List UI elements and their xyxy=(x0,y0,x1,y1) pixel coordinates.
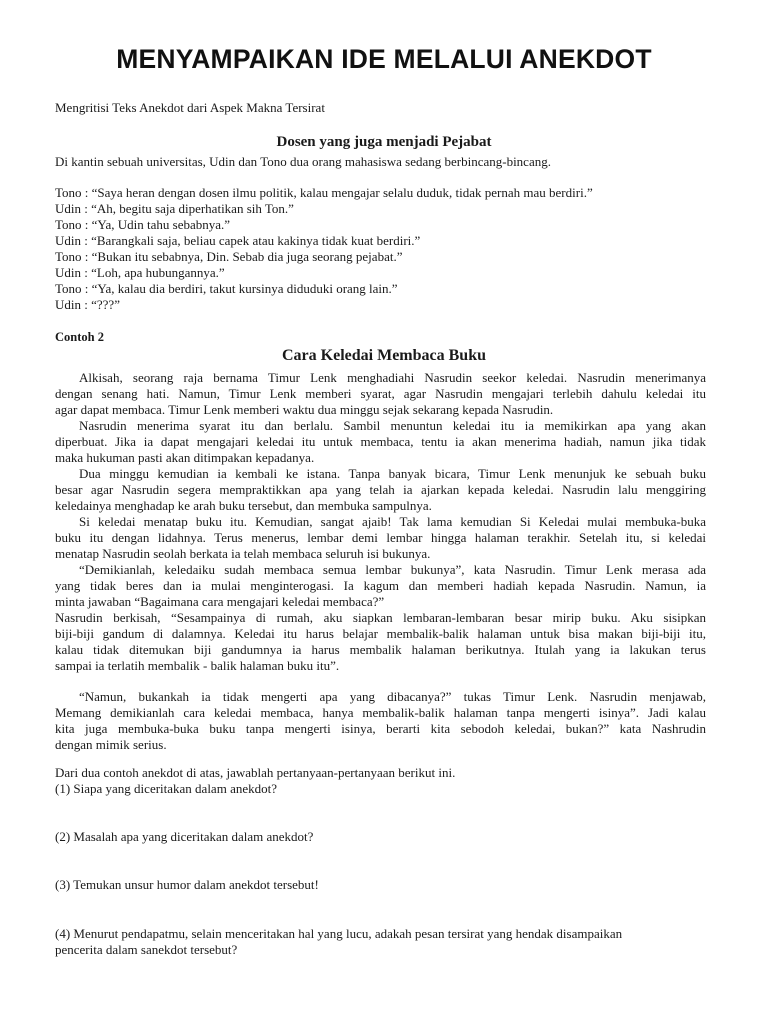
story-line: diperbuat. Jika ia dapat mengajari keledai itu untuk membaca, tentu ia akan menerima hadiah, namun jika tidak xyxy=(55,434,706,449)
dialog-line: Udin : “Ah, begitu saja diperhatikan sih Ton.” xyxy=(55,201,294,216)
story-line: kita juga membuka-buka buku tanpa mengerti isinya, berarti kita sebodoh keledai, bukan?” kata Nashrudin xyxy=(55,721,706,736)
story-line: dengan senang hati. Namun, Timur Lenk memberi syarat, agar Nasrudin mengajari terlebih dahulu keledai itu xyxy=(55,386,706,401)
question-item: pencerita dalam sanekdot tersebut? xyxy=(55,942,238,957)
story-line: Nasrudin menerima syarat itu dan berlalu. Sambil menuntun keledai itu ia memikirkan apa yang akan xyxy=(79,418,706,433)
dialog-line: Tono : “Ya, kalau dia berdiri, takut kursinya diduduki orang lain.” xyxy=(55,281,398,296)
story-line: “Demikianlah, keledaiku sudah membaca semua lembar bukunya”, kata Nasrudin. Timur Lenk merasa ada xyxy=(79,562,706,577)
story-line: menatap Nasrudin seolah berkata ia telah membaca seluruh isi bukunya. xyxy=(55,546,431,561)
story-line: dengan mimik serius. xyxy=(55,737,167,752)
story-line: besar agar Nasrudin segera mempraktikkan apa yang telah ia ajarkan kepada keledai. Nasrudin lalu menggiring xyxy=(55,482,706,497)
story-line: minta jawaban “Bagaimana cara mengajari keledai membaca?” xyxy=(55,594,385,609)
story-line: Dua minggu kemudian ia kembali ke istana. Tanpa banyak bicara, Timur Lenk menunjuk ke sebuah buku xyxy=(79,466,706,481)
story-line: Alkisah, seorang raja bernama Timur Lenk menghadiahi Nasrudin seekor keledai. Nasrudin menerimanya xyxy=(79,370,706,385)
dialog-line: Tono : “Ya, Udin tahu sebabnya.” xyxy=(55,217,231,232)
story-line: “Namun, bukankah ia tidak mengerti apa yang dibacanya?” tukas Timur Lenk. Nasrudin menjawab, xyxy=(79,689,706,704)
dialog-line: Tono : “Saya heran dengan dosen ilmu politik, kalau mengajar selalu duduk, tidak pernah mau berdiri.” xyxy=(55,185,593,200)
story-line: kalau tidak ditemukan biji gandumnya ia harus membalik halaman berikutnya. Itulah yang ia lakukan terus xyxy=(55,642,706,657)
story2-title: Cara Keledai Membaca Buku xyxy=(282,347,486,364)
story-line: biji-biji gandum di dalamnya. Keledai itu harus belajar membalik-balik halaman untuk bisa makan biji-biji itu, xyxy=(55,626,706,641)
story-line: sampai ia terlatih membalik - balik halaman buku itu”. xyxy=(55,658,340,673)
story-line: Nasrudin berkisah, “Sesampainya di rumah, aku siapkan lembaran-lembaran besar mirip buku. Aku sisipkan xyxy=(55,610,706,625)
story-line: keledainya menghadap ke arah buku tersebut, dan membuka sampulnya. xyxy=(55,498,432,513)
dialog-line: Tono : “Bukan itu sebabnya, Din. Sebab dia juga seorang pejabat.” xyxy=(55,249,403,264)
dialog-line: Udin : “Barangkali saja, beliau capek atau kakinya tidak kuat berdiri.” xyxy=(55,233,421,248)
question-item: (4) Menurut pendapatmu, selain menceritakan hal yang lucu, adakah pesan tersirat yang hendak disampaikan xyxy=(55,926,623,941)
question-item: (1) Siapa yang diceritakan dalam anekdot? xyxy=(55,781,277,796)
question-item: (2) Masalah apa yang diceritakan dalam anekdot? xyxy=(55,829,314,844)
story1-title: Dosen yang juga menjadi Pejabat xyxy=(276,134,492,150)
story-line: Memang demikianlah cara keledai membaca, hanya membalik-balik halaman tanpa mengerti isinya”. Jadi kalau xyxy=(55,705,706,720)
story-line: agar dapat membaca. Timur Lenk memberi waktu dua minggu sejak sekarang kepada Nasrudin. xyxy=(55,402,554,417)
question-item: (3) Temukan unsur humor dalam anekdot tersebut! xyxy=(55,877,319,892)
story1-intro: Di kantin sebuah universitas, Udin dan Tono dua orang mahasiswa sedang berbincang-bincang. xyxy=(55,154,551,169)
contoh-label: Contoh 2 xyxy=(55,330,104,344)
dialog-line: Udin : “???” xyxy=(55,297,120,312)
dialog-line: Udin : “Loh, apa hubungannya.” xyxy=(55,265,225,280)
subtitle: Mengritisi Teks Anekdot dari Aspek Makna Tersirat xyxy=(55,100,325,115)
story-line: Si keledai menatap buku itu. Kemudian, sangat ajaib! Tak lama kemudian Si Keledai mulai membuka-buka xyxy=(79,514,706,529)
questions-intro: Dari dua contoh anekdot di atas, jawablah pertanyaan-pertanyaan berikut ini. xyxy=(55,765,456,780)
story-line: maka hukuman pasti akan ditimpakan kepadanya. xyxy=(55,450,315,465)
story-line: buku itu dengan lidahnya. Terus menerus, lembar demi lembar hingga halaman terakhir. Setelah itu, si keledai xyxy=(55,530,706,545)
story-line: yang tidak beres dan ia mulai menginterogasi. Ia kagum dan memberi hadiah kepada Nasrudin. Namun, ia xyxy=(55,578,706,593)
page-title: MENYAMPAIKAN IDE MELALUI ANEKDOT xyxy=(116,44,652,74)
